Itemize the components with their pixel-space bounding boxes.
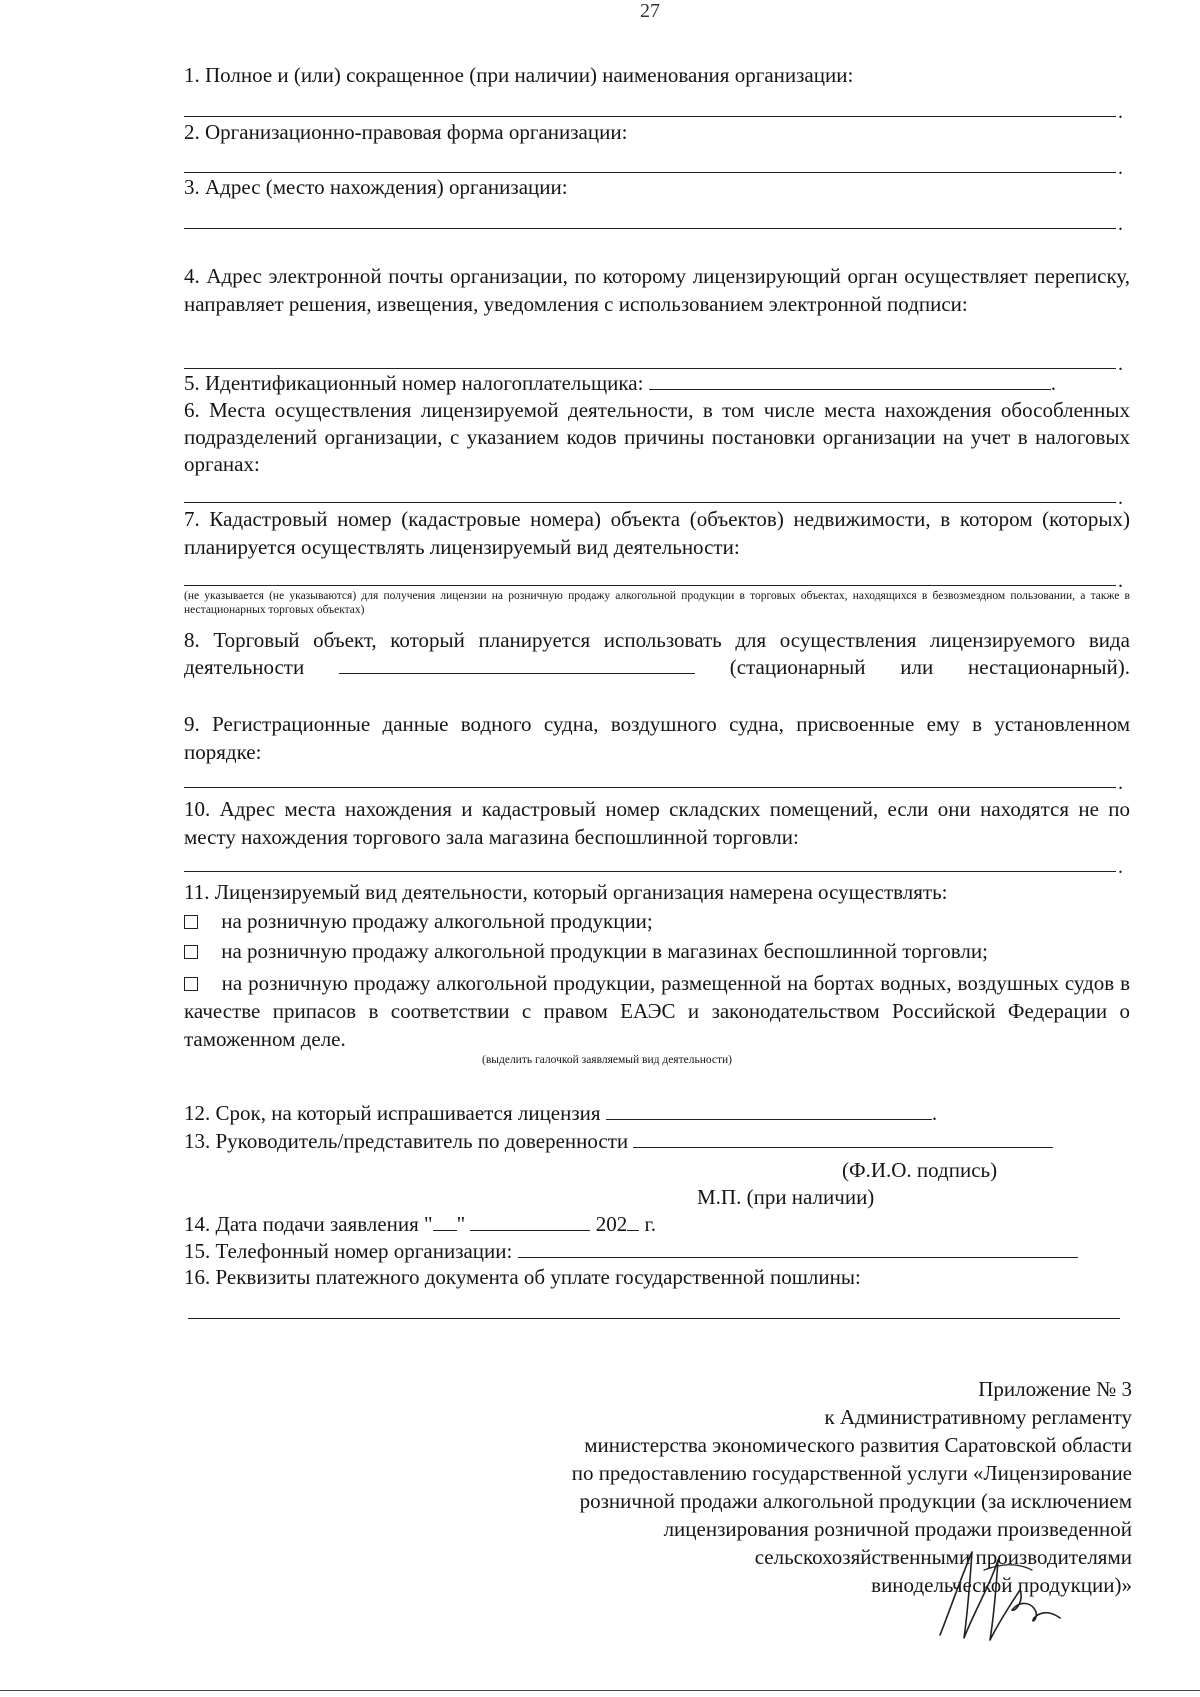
item-5-label: 5. Идентификационный номер налогоплательщика: xyxy=(184,371,644,395)
appendix-line-5: розничной продажи алкогольной продукции (за исключением xyxy=(579,1489,1132,1513)
inn-blank[interactable] xyxy=(649,371,1051,390)
year-blank[interactable] xyxy=(627,1212,639,1231)
handwritten-signature xyxy=(920,1540,1070,1650)
appendix-line-6: лицензирования розничной продажи произведенной xyxy=(663,1517,1132,1541)
item-6-blank-line[interactable] xyxy=(184,502,1116,503)
item-5-row: 5. Идентификационный номер налогоплательщика: . xyxy=(184,371,1056,395)
item-8-suffix: (стационарный или нестационарный). xyxy=(729,655,1131,679)
month-blank[interactable] xyxy=(470,1212,590,1231)
item-4-label: 4. Адрес электронной почты организации, по которому лицензирующий орган осуществляет переписку, направляет решения, извещения, уведомления с использованием электронной подписи: xyxy=(184,264,1130,316)
item-11-label: 11. Лицензируемый вид деятельности, который организация намерена осуществлять: xyxy=(184,880,948,904)
item-1-blank-line[interactable] xyxy=(184,116,1116,117)
item-15-row xyxy=(184,1238,1130,1265)
item-12-label: 12. Срок, на который испрашивается лицензия xyxy=(184,1101,601,1125)
appendix-line-4: по предоставлению государственной услуги «Лицензирование xyxy=(571,1461,1132,1485)
item-3-label: 3. Адрес (место нахождения) организации: xyxy=(184,175,568,199)
term-blank[interactable] xyxy=(606,1101,932,1120)
option-1-label: на розничную продажу алкогольной продукции; xyxy=(221,909,653,933)
appendix-line-1: Приложение № 3 xyxy=(978,1377,1132,1401)
item-16-label: 16. Реквизиты платежного документа об уплате государственной пошлины: xyxy=(184,1265,861,1289)
fio-signature-caption: (Ф.И.О. подпись) xyxy=(842,1158,998,1182)
item-2-label: 2. Организационно-правовая форма организации: xyxy=(184,120,628,144)
item-9-label: 9. Регистрационные данные водного судна, воздушного судна, присвоенные ему в установленном порядке: xyxy=(184,712,1130,764)
item-11-option-3[interactable] xyxy=(184,969,1130,1053)
stamp-caption: М.П. (при наличии) xyxy=(697,1185,875,1209)
item-7-note: (не указывается (не указываются) для получения лицензии на розничную продажу алкогольной продукции в торговых объектах, находящихся в безвозмездном пользовании, а также в нестационарных торговых объектах) xyxy=(184,590,1130,616)
item-8-row xyxy=(184,627,1130,681)
item-10-blank-line[interactable] xyxy=(184,871,1116,872)
appendix-line-7: сельскохозяйственными производителями xyxy=(754,1545,1132,1569)
item-7-period: . xyxy=(1118,570,1123,592)
trade-object-blank[interactable] xyxy=(339,655,695,674)
item-9-blank-line[interactable] xyxy=(184,787,1116,788)
item-1-label: 1. Полное и (или) сокращенное (при наличии) наименования организации: xyxy=(184,63,854,87)
item-11-option-1[interactable] xyxy=(184,908,1130,935)
item-3-blank-line[interactable] xyxy=(184,228,1116,229)
item-11-note: (выделить галочкой заявляемый вид деятельности) xyxy=(482,1054,733,1066)
item-1-period: . xyxy=(1118,101,1123,123)
representative-blank[interactable] xyxy=(633,1129,1053,1148)
item-2-period: . xyxy=(1118,157,1123,179)
item-4-blank-line[interactable] xyxy=(184,368,1116,369)
item-15-label: 15. Телефонный номер организации: xyxy=(184,1239,513,1263)
item-14-label: 14. Дата подачи заявления " xyxy=(184,1212,433,1236)
item-2-blank-line[interactable] xyxy=(184,172,1116,173)
appendix-line-2: к Административному регламенту xyxy=(824,1405,1132,1429)
item-6-label: 6. Места осуществления лицензируемой деятельности, в том числе места нахождения обособленных подразделений организации, с указанием кодов причины постановки организации на учет в налоговых органах: xyxy=(184,398,1130,476)
item-6-period: . xyxy=(1118,487,1123,509)
page-bottom-edge xyxy=(0,1690,1200,1691)
phone-blank[interactable] xyxy=(518,1239,1078,1258)
option-3-checkbox[interactable] xyxy=(184,977,198,991)
option-3-label: на розничную продажу алкогольной продукции, размещенной на бортах водных, воздушных судов в качестве припасов в соответствии с правом ЕАЭС и законодательством Российской Федерации о таможенном деле. xyxy=(184,971,1130,1051)
item-7-label: 7. Кадастровый номер (кадастровые номера) объекта (объектов) недвижимости, в котором (которых) планируется осуществлять лицензируемый вид деятельности: xyxy=(184,507,1130,559)
item-14-row: 14. Дата подачи заявления " " 202 г. xyxy=(184,1212,656,1236)
appendix-line-8: винодельческой продукции)» xyxy=(871,1573,1132,1597)
appendix-line-3: министерства экономического развития Саратовской области xyxy=(584,1433,1132,1457)
option-2-checkbox[interactable] xyxy=(184,945,198,959)
item-11-option-2[interactable] xyxy=(184,938,1130,965)
item-13-row xyxy=(184,1128,1130,1155)
option-1-checkbox[interactable] xyxy=(184,915,198,929)
item-10-label: 10. Адрес места нахождения и кадастровый номер складских помещений, если они находятся не по месту нахождения торгового зала магазина беспошлинной торговли: xyxy=(184,797,1130,849)
item-13-label: 13. Руководитель/представитель по доверенности xyxy=(184,1129,629,1153)
item-3-period: . xyxy=(1118,213,1123,235)
item-4-period: . xyxy=(1118,353,1123,375)
item-7-blank-line[interactable] xyxy=(184,585,1116,586)
item-9-period: . xyxy=(1118,772,1123,794)
day-blank[interactable] xyxy=(433,1212,457,1231)
item-10-period: . xyxy=(1118,856,1123,878)
page-number: 27 xyxy=(640,0,660,22)
item-12-row: 12. Срок, на который испрашивается лицензия . xyxy=(184,1101,938,1125)
item-8-label: 8. Торговый объект, который планируется использовать для осуществления лицензируемого вида деятельности xyxy=(184,628,1130,679)
item-16-blank-line[interactable] xyxy=(188,1318,1120,1319)
option-2-label: на розничную продажу алкогольной продукции в магазинах беспошлинной торговли; xyxy=(221,939,988,963)
